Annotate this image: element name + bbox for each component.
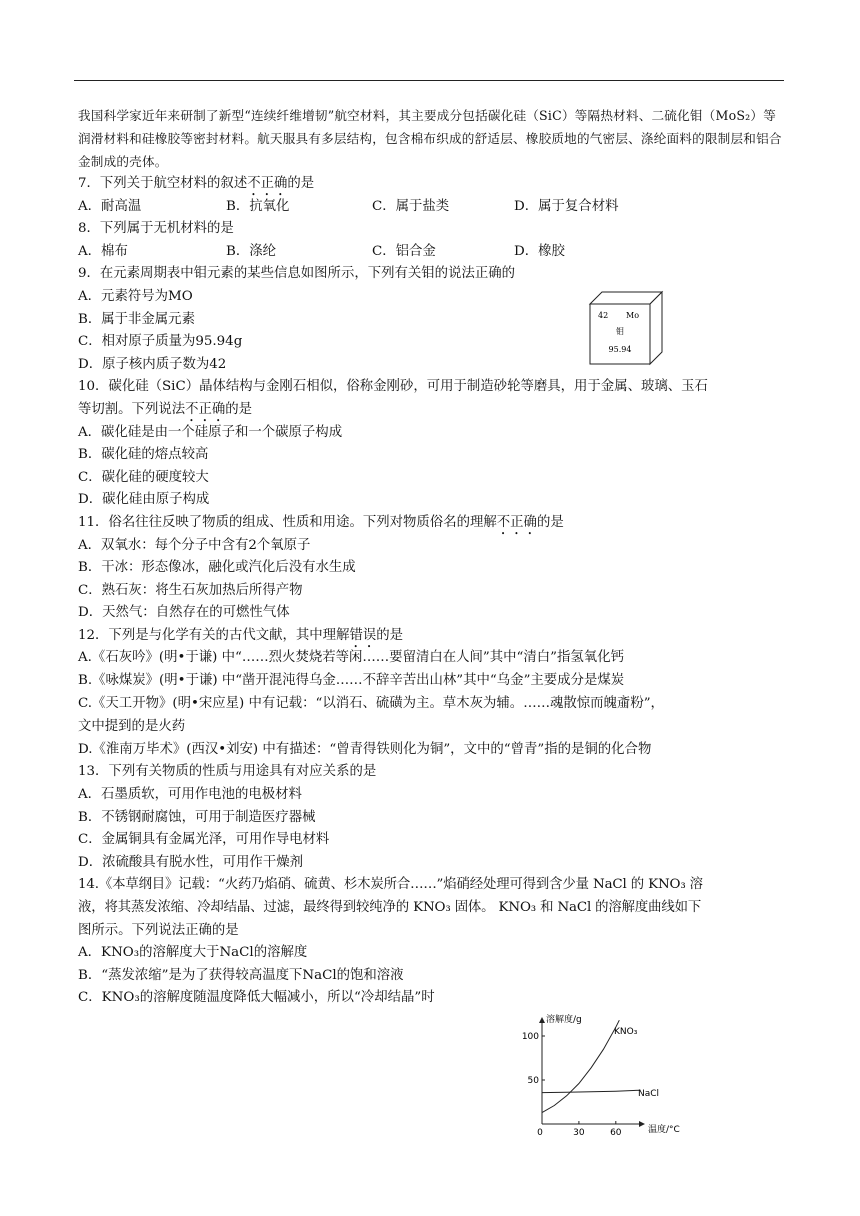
header-rule [74,80,784,81]
origin-tick-label: 0 [537,1128,543,1138]
option-c: C．铝合金 [372,243,436,259]
option-b: B．抗氧化 [226,198,290,214]
question-7-stem: 7．下列关于航空材料的叙述不正确的是 [78,176,315,191]
option-b: B．不锈钢耐腐蚀，可用于制造医疗器械 [78,809,316,825]
intro-passage: 我国科学家近年来研制了新型“连续纤维增韧”航空材料，其主要成分包括碳化硅（SiC）等隔热材料、二硫化钼（MoS₂）等润滑材料和硅橡胶等密封材料。航天服具有多层结构，包含棉布织成的舒适层、橡胶质地的气密层、涤纶面料的限制层和铝合金制成的壳体。 [78,108,782,169]
option-b: B．碳化硅的熔点较高 [78,447,209,463]
question-14-stem-line1: 14.《本草纲目》记载：“火药乃焰硝、硫黄、杉木炭所合……”焰硝经处理可得到含少量 NaCl 的 KNO₃ 溶 [78,877,703,893]
question-10-stem-line2: 等切割。下列说法不正确的是 [78,401,253,417]
emphasis-text: 不正确 [496,514,537,530]
option-d: D．橡胶 [514,243,565,259]
element-card-molybdenum [588,290,664,366]
option-a: A．耐高温 [78,198,142,214]
series-line-nacl [542,1090,640,1092]
option-b: B.《咏煤炭》(明•于谦) 中“凿开混沌得乌金……不辞辛苦出山林”其中“乌金”主要成分是煤炭 [78,673,625,689]
option-c: C．属于盐类 [372,198,450,214]
option-d: D．原子核内质子数为42 [78,356,227,372]
atomic-number: 42 [598,311,609,320]
solubility-chart [508,1012,708,1142]
y-tick-label-50: 50 [527,1076,539,1086]
option-a: A．石墨质软，可用作电池的电极材料 [78,787,302,803]
question-14-stem-line2: 液，将其蒸发浓缩、冷却结晶、过滤，最终得到较纯净的 KNO₃ 固体。 KNO₃ 和 NaCl 的溶解度曲线如下 [78,900,702,916]
option-c: C．KNO₃的溶解度随温度降低大幅减小，所以“冷却结晶”时 [78,990,435,1006]
option-a: A．棉布 [78,243,128,259]
option-a: A．元素符号为MO [78,288,193,304]
option-d: D．天然气：自然存在的可燃性气体 [78,605,290,621]
option-d: D．碳化硅由原子构成 [78,492,210,508]
option-b: B．属于非金属元素 [78,311,195,327]
x-axis-label: 温度/°C [648,1125,680,1135]
option-b: B．涤纶 [226,243,277,259]
question-11-stem: 11．俗名往往反映了物质的组成、性质和用途。下列对物质俗名的理解不正确的是 [78,514,564,530]
emphasis-text: 错误 [349,627,377,643]
exam-content [78,104,784,1010]
question-13-stem: 13．下列有关物质的性质与用途具有对应关系的是 [78,764,377,780]
option-a: A．双氧水：每个分子中含有2个氧原子 [78,537,311,553]
series-line-kno3 [542,1020,619,1112]
question-8-stem: 8．下列属于无机材料的是 [78,221,234,237]
option-d: D．浓硫酸具有脱水性，可用作干燥剂 [78,854,303,870]
option-a: A．KNO₃的溶解度大于NaCl的溶解度 [78,945,308,961]
element-name: 钼 [616,327,624,336]
question-10-stem-line1: 10．碳化硅（SiC）晶体结构与金刚石相似，俗称金刚砂，可用于制造砂轮等磨具，用于金属、玻璃、玉石 [78,379,708,395]
x-tick-label-60: 60 [610,1128,622,1138]
option-d: D.《淮南万毕术》(西汉•刘安) 中有描述：“曾青得铁则化为铜”，文中的“曾青”指的是铜的化合物 [78,741,652,757]
question-7-options [78,196,784,219]
option-b: B．干冰：形态像冰，融化或汽化后没有水生成 [78,560,356,576]
question-8-options [78,241,784,264]
element-card-drawing [588,290,664,366]
option-d: D．属于复合材料 [514,198,619,214]
option-c: C．金属铜具有金属光泽，可用作导电材料 [78,832,330,848]
question-9-stem: 9．在元素周期表中钼元素的某些信息如图所示，下列有关钼的说法正确的 [78,266,516,282]
y-tick-label-100: 100 [521,1032,539,1042]
card-side-face [650,292,662,364]
emphasis-text: 不正确 [185,401,226,417]
option-a: A.《石灰吟》(明•于谦) 中“……烈火焚烧若等闲……要留清白在人间”其中“清白”指氢氧化钙 [78,650,624,666]
x-tick-label-30: 30 [573,1128,585,1138]
solubility-chart-svg [508,1012,708,1142]
option-a: A．碳化硅是由一个硅原子和一个碳原子构成 [78,424,343,440]
y-axis-label: 溶解度/g [546,1015,582,1025]
option-c: C.《天工开物》(明•宋应星) 中有记载：“以消石、硫磺为主。草木灰为辅。……魂散惊而魄齑粉”，文中提到的是火药 [78,696,664,734]
element-symbol: Mo [626,311,640,320]
question-14-stem-line3: 图所示。下列说法正确的是 [78,922,239,938]
option-b: B．“蒸发浓缩”是为了获得较高温度下NaCl的饱和溶液 [78,967,404,983]
emphasis-text: 不正确 [247,176,288,191]
option-c: C．熟石灰：将生石灰加热后所得产物 [78,582,303,598]
series-label-kno3: KNO₃ [614,1027,638,1037]
series-label-nacl: NaCl [638,1089,660,1099]
question-12-stem: 12．下列是与化学有关的古代文献，其中理解错误的是 [78,627,404,643]
option-c: C．相对原子质量为95.94g [78,334,243,350]
atomic-mass: 95.94 [608,345,632,354]
option-c: C．碳化硅的硬度较大 [78,469,209,485]
